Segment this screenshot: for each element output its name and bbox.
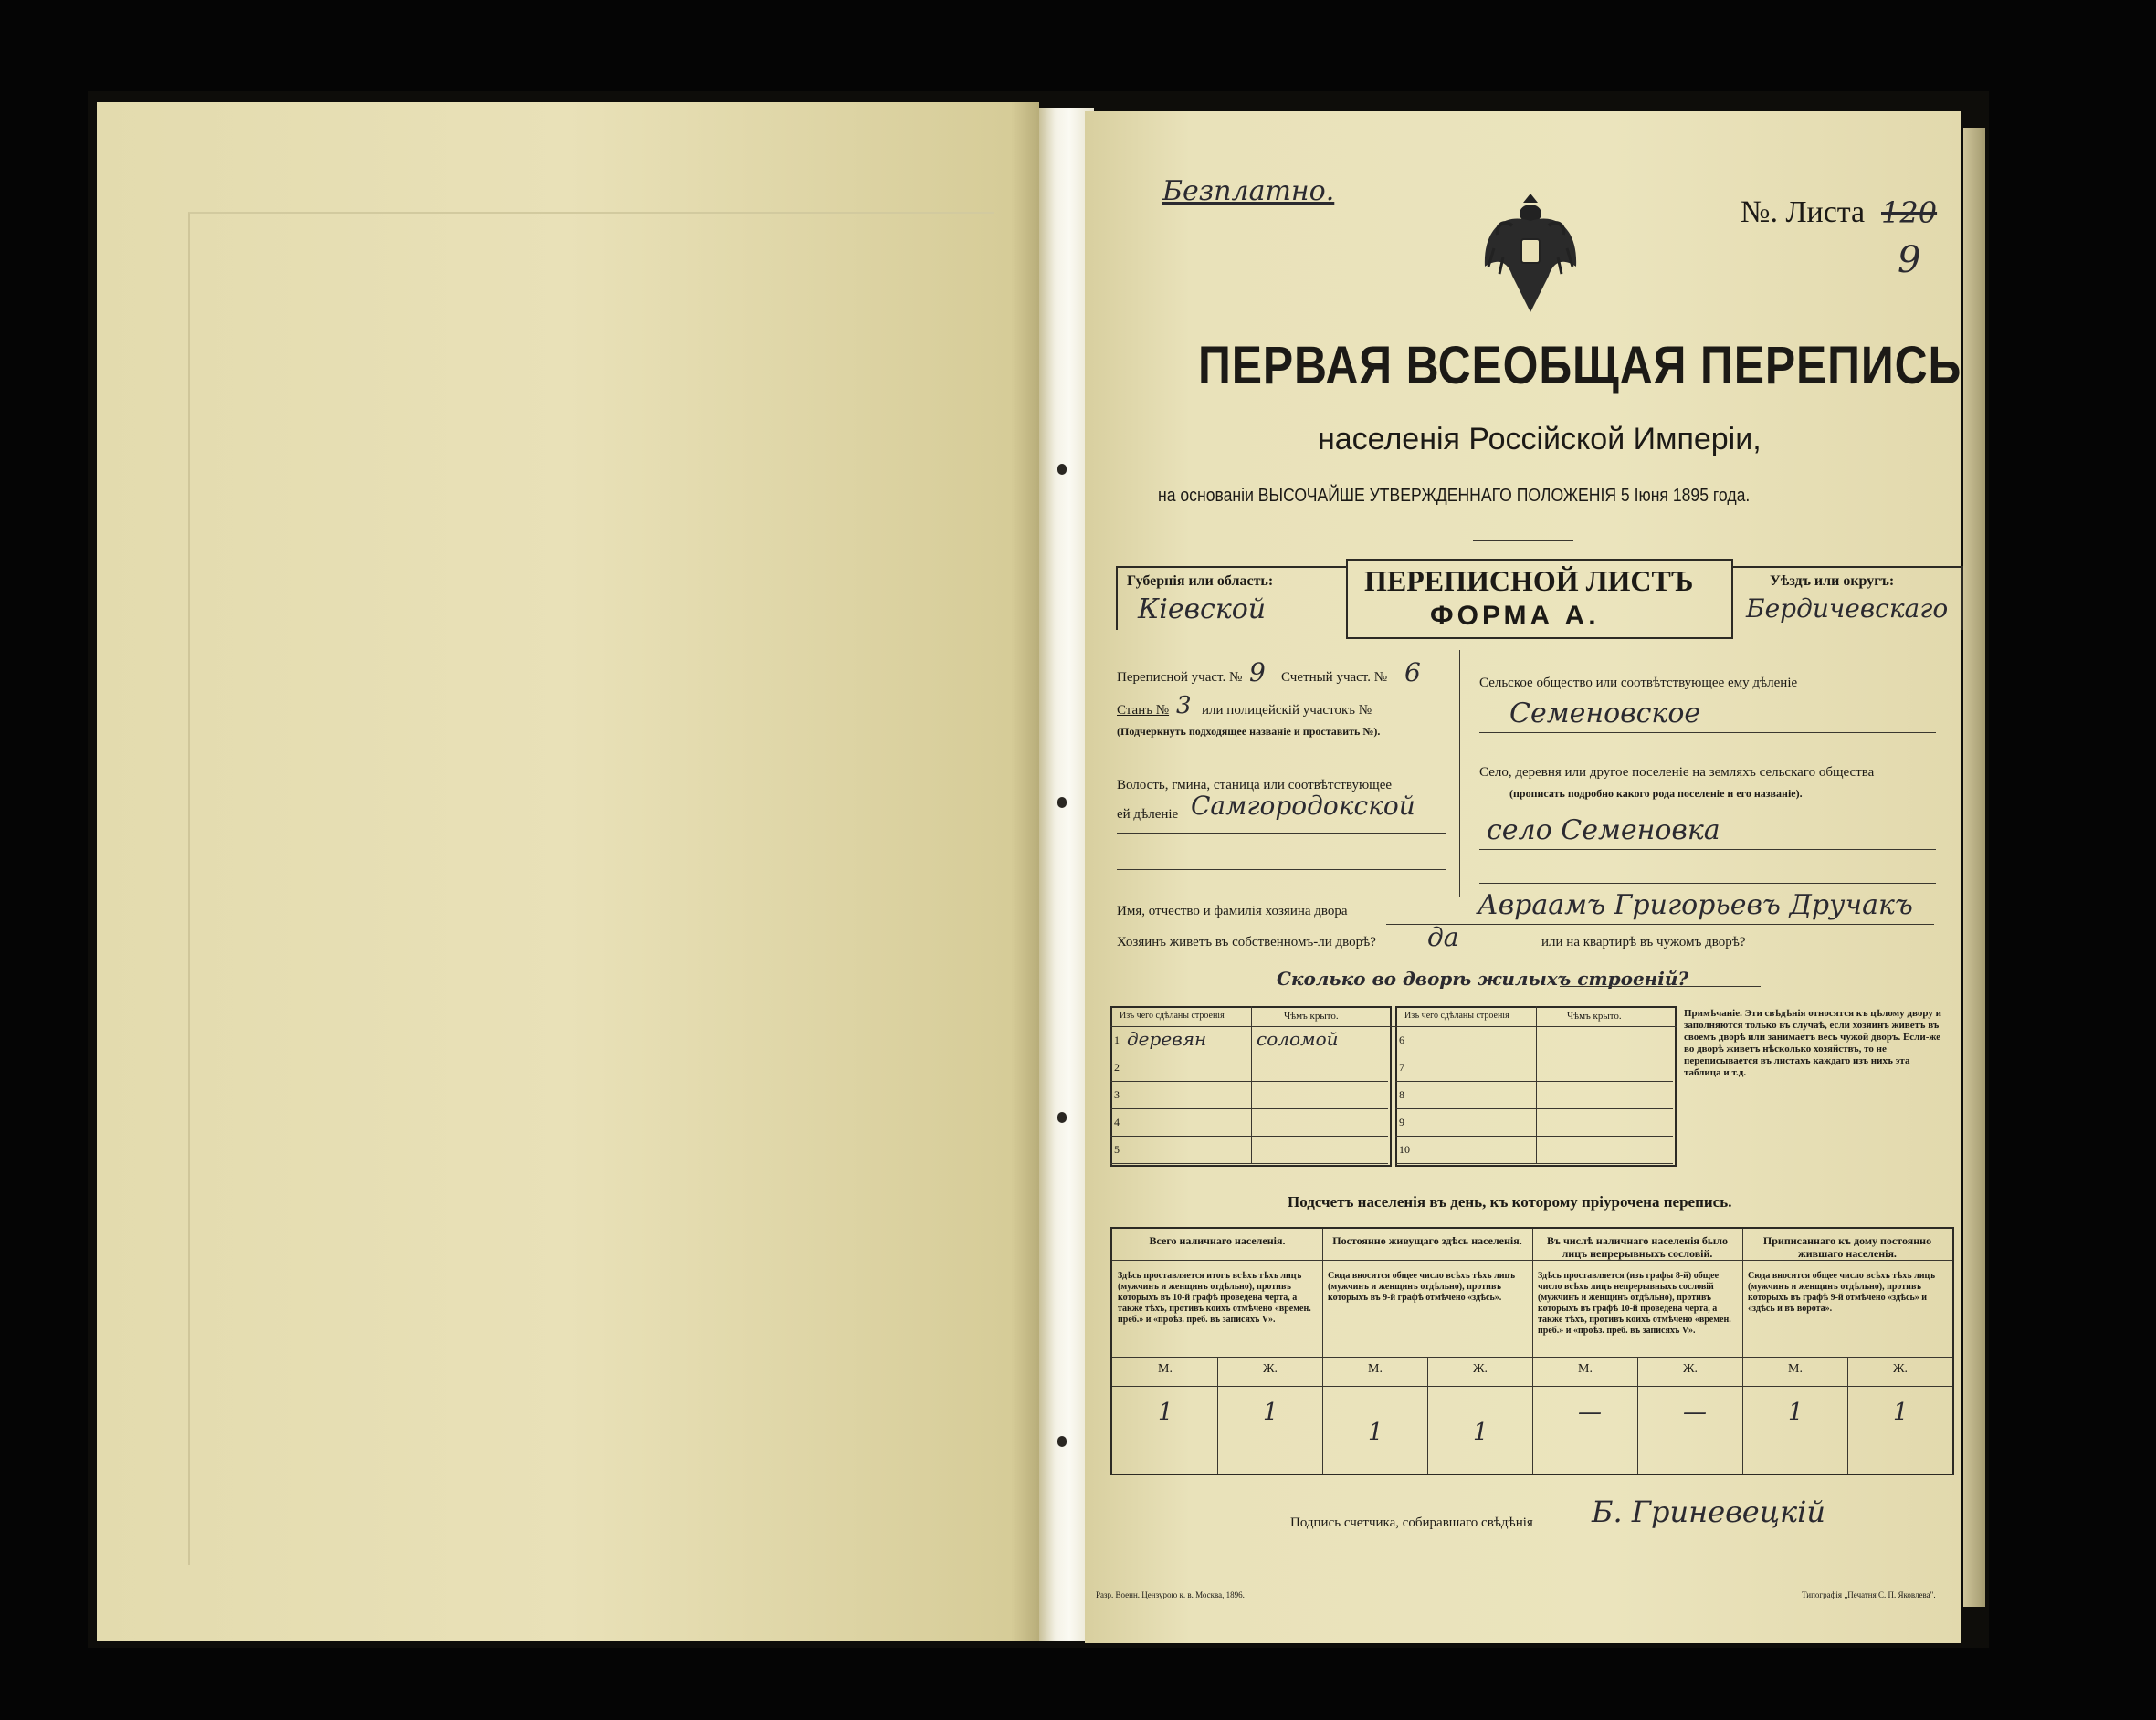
population-group-header: Всего наличнаго населенія. — [1149, 1234, 1286, 1247]
col1-header: Изъ чего сдѣланы строенія — [1120, 1011, 1225, 1021]
binding-hole — [1057, 464, 1067, 475]
col4-header: Чѣмъ крыто. — [1567, 1011, 1622, 1022]
col2-header: Чѣмъ крыто. — [1284, 1011, 1339, 1022]
police-label: или полицейскій участокъ № — [1202, 703, 1372, 718]
female-label: Ж. — [1893, 1362, 1909, 1376]
building-roof: соломой — [1257, 1028, 1339, 1050]
buildings-label: Сколько во дворѣ жилыхъ строеній? — [1277, 968, 1689, 990]
province-label: Губернія или область: — [1127, 573, 1274, 589]
buildings-note: Примѣчаніе. Эти свѣдѣнія относятся къ цѣлому двору и заполняются только въ случаѣ, если хозяинъ живетъ въ своемъ дворѣ или занимаетъ весь чужой дворъ. Если-же во дворѣ живетъ нѣсколько хозяйствъ, то не переписывается въ листахъ каждаго изъ нихъ эта таблица и т.д. — [1684, 1008, 1941, 1078]
table-line — [1536, 1006, 1537, 1163]
building-row-number: 10 — [1399, 1143, 1410, 1156]
field-line — [1560, 986, 1761, 987]
male-count: — — [1578, 1399, 1602, 1426]
table-line — [1395, 1163, 1673, 1164]
female-label: Ж. — [1683, 1362, 1699, 1376]
table-line — [1251, 1006, 1252, 1163]
volost-value: Самгородокской — [1191, 791, 1415, 821]
male-label: М. — [1368, 1362, 1383, 1376]
building-row-number: 2 — [1114, 1061, 1120, 1074]
district-box — [1733, 566, 1963, 630]
field-line — [1479, 849, 1936, 850]
population-title: Подсчетъ населенія въ день, къ которому пріурочена перепись. — [1288, 1193, 1732, 1211]
male-count: 1 — [1788, 1399, 1804, 1426]
table-line — [1395, 1108, 1673, 1109]
female-count: 1 — [1263, 1399, 1278, 1426]
owner-name-value: Авраамъ Григорьевъ Дручакъ — [1478, 889, 1913, 921]
building-row-number: 9 — [1399, 1116, 1404, 1128]
female-count: 1 — [1893, 1399, 1909, 1426]
building-material: деревян — [1127, 1028, 1207, 1050]
signature-label: Подпись счетчика, собиравшаго свѣдѣнія — [1290, 1515, 1533, 1530]
building-row-number: 8 — [1399, 1088, 1404, 1101]
binding-hole — [1057, 797, 1067, 808]
province-value: Кіевской — [1138, 593, 1267, 625]
field-line — [1117, 833, 1446, 834]
male-label: М. — [1158, 1362, 1173, 1376]
district-label: Уѣздъ или округъ: — [1770, 573, 1895, 589]
binding-hole — [1057, 1436, 1067, 1447]
building-row-number: 1 — [1114, 1033, 1120, 1046]
female-count: 1 — [1473, 1419, 1488, 1446]
counting-area-value: 6 — [1404, 657, 1421, 687]
table-line — [1110, 1136, 1388, 1137]
table-line — [1847, 1357, 1848, 1474]
population-group-header: Постоянно живущаго здѣсь населенія. — [1332, 1234, 1522, 1247]
counting-area-label: Счетный участ. № — [1281, 670, 1388, 685]
field-line — [1479, 732, 1936, 733]
male-count: 1 — [1368, 1419, 1383, 1446]
stan-value: 3 — [1176, 692, 1192, 719]
female-count: — — [1683, 1399, 1707, 1426]
population-group-description: Здѣсь проставляется (изъ графы 8-й) общее число всѣхъ лицъ непрерывныхъ сословій (мужчинъ и женщинъ отдѣльно), противъ которыхъ въ графѣ 10-й проведена черта, а также тѣхъ, противъ коихъ отмѣчено «времен. преб.» и «проѣз. преб. въ записяхъ V». — [1538, 1271, 1731, 1336]
village-note: (прописать подробно какого рода поселеніе и его названіе). — [1509, 787, 1803, 800]
volost-label-1: Волость, гмина, станица или соотвѣтствующее — [1117, 778, 1393, 792]
census-title: ПЕРВАЯ ВСЕОБЩАЯ ПЕРЕПИСЬ — [1198, 336, 1962, 395]
census-basis: на основаніи ВЫСОЧАЙШЕ УТВЕРЖДЕННАГО ПОЛОЖЕНІЯ 5 Іюня 1895 года. — [1158, 486, 1751, 506]
table-line — [1110, 1026, 1677, 1027]
sheet-number-label: №. Листа — [1741, 195, 1866, 229]
population-group-header: Въ числѣ наличнаго населенія было лицъ непрерывныхъ сословій. — [1546, 1234, 1729, 1260]
divider — [1459, 650, 1460, 897]
society-label: Сельское общество или соотвѣтствующее ему дѣленіе — [1479, 676, 1798, 690]
census-subtitle: населенія Россійской Имперіи, — [1318, 422, 1762, 456]
field-line — [1386, 924, 1934, 925]
left-page — [97, 102, 1039, 1641]
table-line — [1110, 1081, 1388, 1082]
population-table — [1110, 1227, 1954, 1475]
stan-label: Станъ № — [1117, 703, 1170, 718]
sheet-number-crossed: 120 — [1881, 195, 1938, 230]
binding-hole — [1057, 1112, 1067, 1123]
sheet-title-box — [1346, 559, 1733, 639]
buildings-table — [1110, 1006, 1677, 1166]
volost-label-2: ей дѣленіе — [1117, 807, 1179, 822]
table-line — [1427, 1357, 1428, 1474]
divider — [1473, 540, 1573, 541]
village-label: Село, деревня или другое поселеніе на земляхъ сельскаго общества — [1479, 765, 1875, 780]
building-row-number: 4 — [1114, 1116, 1120, 1128]
col3-header: Изъ чего сдѣланы строенія — [1404, 1011, 1509, 1021]
footer-print-right: Типографія „Печатня С. П. Яковлева". — [1802, 1590, 1936, 1599]
free-label: Безплатно. — [1162, 175, 1335, 207]
village-value: село Семеновка — [1487, 814, 1720, 846]
society-value: Семеновское — [1509, 697, 1701, 729]
owner-name-label: Имя, отчество и фамилія хозяина двора — [1117, 904, 1348, 918]
population-group-header: Приписаннаго къ дому постоянно жившаго населенія. — [1762, 1234, 1932, 1260]
sheet-title: ПЕРЕПИСНОЙ ЛИСТЪ — [1364, 564, 1694, 597]
population-group-description: Сюда вносится общее число всѣхъ тѣхъ лицъ (мужчинъ и женщинъ отдѣльно), противъ которыхъ въ графѣ 9-й отмѣчено «здѣсь» и «здѣсь и въ ворота». — [1748, 1271, 1936, 1314]
table-line — [1742, 1229, 1743, 1474]
census-area-label: Переписной участ. № — [1117, 670, 1243, 685]
male-label: М. — [1788, 1362, 1803, 1376]
sheet-number-written: 9 — [1898, 239, 1921, 281]
field-line — [1479, 883, 1936, 884]
lives-own-value: да — [1427, 922, 1459, 952]
female-label: Ж. — [1473, 1362, 1488, 1376]
male-count: 1 — [1158, 1399, 1173, 1426]
lives-rented-label: или на квартирѣ въ чужомъ дворѣ? — [1541, 935, 1746, 949]
page-edge — [1963, 128, 1985, 1607]
building-row-number: 3 — [1114, 1088, 1120, 1101]
male-label: М. — [1578, 1362, 1593, 1376]
imperial-eagle-icon — [1476, 184, 1585, 321]
population-group-description: Здѣсь проставляется итогъ всѣхъ тѣхъ лицъ (мужчинъ и женщинъ отдѣльно), противъ которыхъ въ 10-й графѣ проведена черта, а также тѣхъ, противъ коихъ отмѣчено «времен. преб.» и «проѣз. преб. въ записяхъ V». — [1118, 1271, 1311, 1325]
table-line — [1395, 1136, 1673, 1137]
form-name: ФОРМА А. — [1430, 601, 1600, 631]
table-line — [1217, 1357, 1218, 1474]
stan-note: (Подчеркнуть подходящее названіе и проставить №). — [1117, 725, 1381, 738]
lives-own-label: Хозяинъ живетъ въ собственномъ-ли дворѣ? — [1117, 935, 1376, 949]
province-box — [1116, 566, 1346, 630]
signature-value: Б. Гриневецкій — [1592, 1495, 1825, 1529]
census-area-value: 9 — [1249, 657, 1266, 687]
left-page-frame — [188, 212, 994, 1565]
population-group-description: Сюда вносится общее число всѣхъ тѣхъ лицъ (мужчинъ и женщинъ отдѣльно), противъ которыхъ въ 9-й графѣ отмѣчено «здѣсь». — [1328, 1271, 1516, 1303]
table-line — [1395, 1081, 1673, 1082]
census-form-page — [1085, 111, 1961, 1643]
footer-print-left: Разр. Военн. Цензурою к. в. Москва, 1896. — [1096, 1590, 1245, 1599]
table-line — [1112, 1357, 1952, 1358]
table-line — [1112, 1386, 1952, 1387]
district-value: Бердичевскаго — [1746, 593, 1949, 624]
building-row-number: 6 — [1399, 1033, 1404, 1046]
female-label: Ж. — [1263, 1362, 1278, 1376]
table-line — [1322, 1229, 1323, 1474]
building-row-number: 7 — [1399, 1061, 1404, 1074]
table-line — [1112, 1260, 1952, 1261]
field-line — [1117, 869, 1446, 870]
table-line — [1110, 1108, 1388, 1109]
table-line — [1110, 1163, 1388, 1164]
building-row-number: 5 — [1114, 1143, 1120, 1156]
table-line — [1532, 1229, 1533, 1474]
table-line — [1637, 1357, 1638, 1474]
